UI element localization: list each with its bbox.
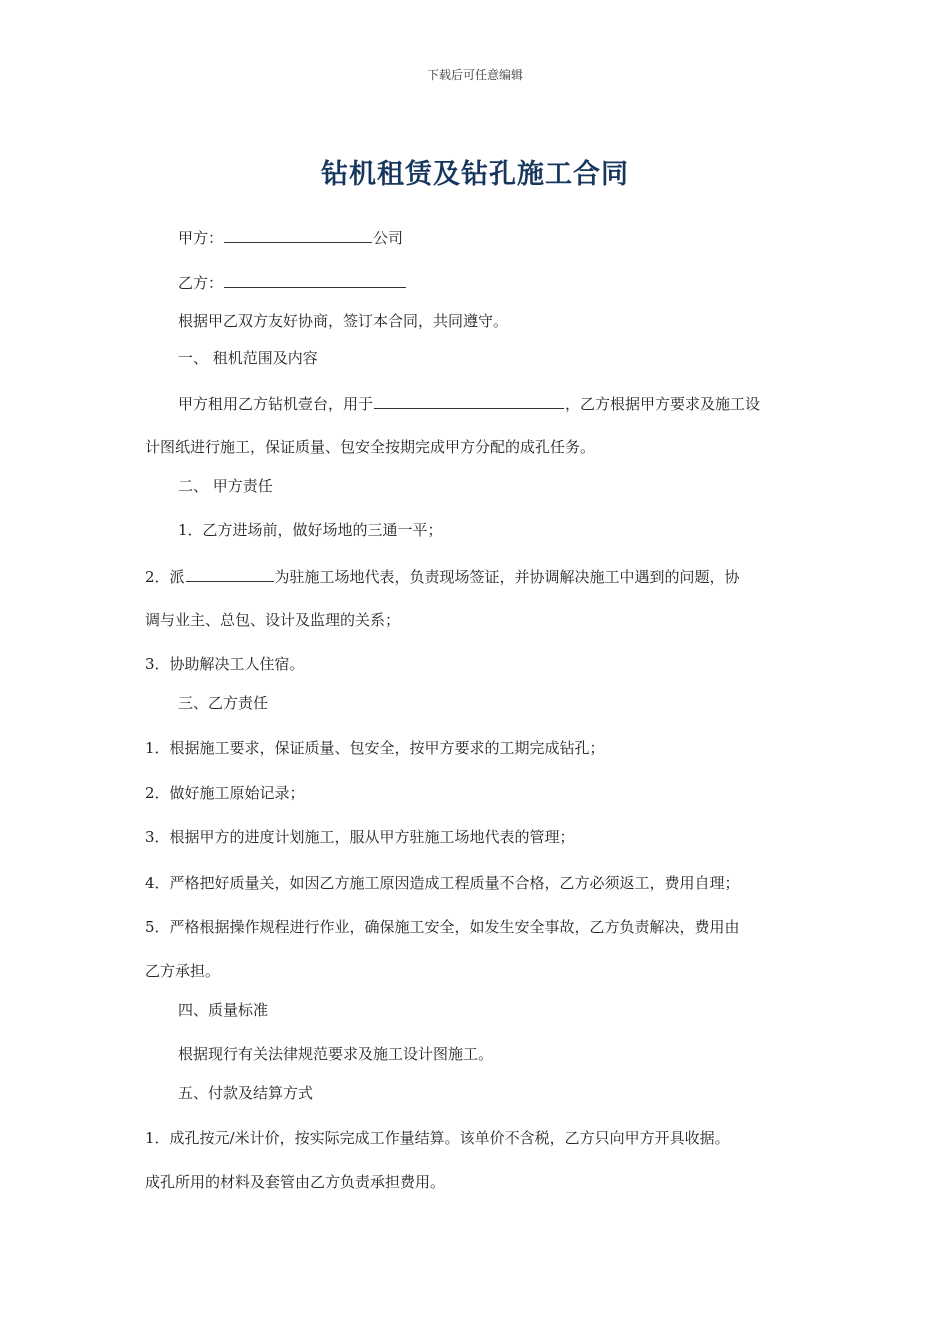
party-a-blank[interactable] (224, 227, 372, 243)
party-a-label: 甲方： (178, 229, 224, 247)
section3-item5: 5．严格根据操作规程进行作业，确保施工安全，如发生安全事故，乙方负责解决，费用由 (145, 918, 740, 936)
section2-heading: 二、 甲方责任 (178, 477, 273, 495)
section5-item1-cont: 成孔所用的材料及套管由乙方负责承担费用。 (145, 1173, 446, 1191)
section2-item2-mid: 为驻施工场地代表，负责现场签证，并协调解决施工中遇到的问题，协 (274, 568, 740, 586)
document-title: 钻机租赁及钻孔施工合同 (321, 159, 629, 190)
party-a-line (178, 227, 403, 248)
section1-para-start: 甲方租用乙方钻机壹台，用于 (178, 395, 374, 413)
section1-heading: 一、 租机范围及内容 (178, 349, 318, 367)
header-note: 下载后可任意编辑 (426, 68, 523, 82)
section3-item3: 3．根据甲方的进度计划施工，服从甲方驻施工场地代表的管理； (145, 828, 575, 846)
section3-heading: 三、乙方责任 (178, 694, 269, 712)
section1-para-cont: 计图纸进行施工，保证质量、包安全按期完成甲方分配的成孔任务。 (145, 438, 596, 456)
preamble: 根据甲乙双方友好协商，签订本合同，共同遵守。 (178, 312, 509, 330)
party-b-line (178, 272, 407, 293)
party-b-blank[interactable] (224, 272, 406, 288)
section5-item1: 1．成孔按元/米计价，按实际完成工作量结算。该单价不含税，乙方只向甲方开具收据。 (145, 1129, 730, 1147)
section2-item2-cont: 调与业主、总包、设计及监理的关系； (145, 611, 401, 629)
section3-item2: 2．做好施工原始记录； (145, 784, 305, 802)
section2-item2 (145, 566, 740, 587)
section4-heading: 四、质量标准 (178, 1001, 269, 1019)
section1-para-mid: ，乙方根据甲方要求及施工设 (565, 395, 761, 413)
section1-purpose-blank[interactable] (374, 393, 564, 409)
section1-paragraph (178, 393, 760, 414)
section3-item5-cont: 乙方承担。 (145, 962, 221, 980)
section3-item1: 1．根据施工要求，保证质量、包安全，按甲方要求的工期完成钻孔； (145, 739, 605, 757)
party-b-label: 乙方： (178, 274, 224, 292)
section4-paragraph: 根据现行有关法律规范要求及施工设计图施工。 (178, 1045, 494, 1063)
representative-blank[interactable] (186, 566, 274, 582)
section2-item1: 1．乙方进场前，做好场地的三通一平； (178, 521, 443, 539)
party-a-suffix: 公司 (373, 229, 404, 247)
section3-item4: 4．严格把好质量关，如因乙方施工原因造成工程质量不合格，乙方必须返工，费用自理； (145, 874, 740, 892)
section2-item3: 3．协助解决工人住宿。 (145, 655, 305, 673)
section5-heading: 五、付款及结算方式 (178, 1084, 314, 1102)
section2-item2-start: 2．派 (145, 568, 185, 586)
